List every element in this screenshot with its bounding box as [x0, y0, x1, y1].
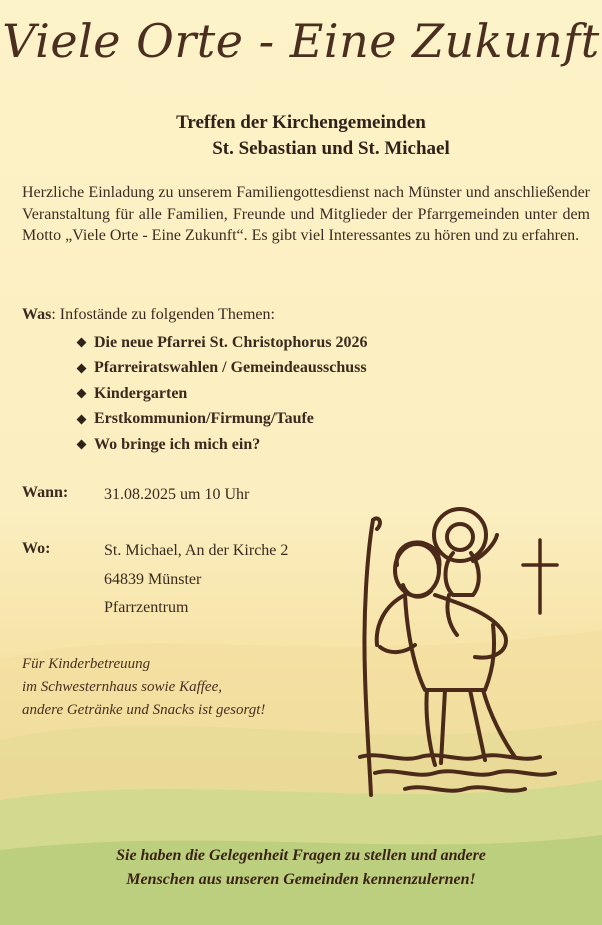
wo-line-2: 64839 Münster	[104, 570, 202, 588]
list-item: Wo bringe ich mich ein?	[78, 432, 367, 458]
subtitle-line-1: Treffen der Kirchengemeinden	[176, 112, 426, 133]
intro-paragraph: Herzliche Einladung zu unserem Familiengottesdienst nach Münster und anschließender Veranstaltung für alle Familien, Freunde und Mitglieder der Pfarrgemeinden unter dem Motto „Viele Orte - Eine Zukunft“. Es gibt viel Interessantes zu hören und zu erfahren.	[22, 184, 590, 244]
was-text: : Infostände zu folgenden Themen:	[51, 306, 275, 323]
care-note: Für Kinderbetreuung im Schwesternhaus sowie Kaffee, andere Getränke und Snacks ist gesorgt!	[22, 656, 266, 718]
bullet-diamond-icon	[77, 389, 87, 399]
wo-line-3: Pfarrzentrum	[104, 599, 189, 616]
bullet-diamond-icon	[77, 338, 87, 348]
cross-icon	[523, 540, 557, 613]
wo-address	[104, 537, 288, 623]
list-item: Kindergarten	[78, 381, 367, 407]
bullet-diamond-icon	[77, 440, 87, 450]
list-item: Die neue Pfarrei St. Christophorus 2026	[78, 330, 367, 356]
was-section	[22, 306, 582, 324]
saint-christopher-illustration	[345, 495, 595, 805]
subtitle-line-2: St. Sebastian und St. Michael	[212, 138, 450, 159]
list-item: Pfarreiratswahlen / Gemeindeausschuss	[78, 356, 367, 382]
wo-label: Wo:	[22, 540, 51, 557]
wo-line-1: St. Michael, An der Kirche 2	[104, 542, 289, 559]
topic-list	[78, 330, 367, 458]
bullet-diamond-icon	[77, 414, 87, 424]
page-title: Viele Orte - Eine Zukunft	[2, 14, 600, 68]
wann-value: 31.08.2025 um 10 Uhr	[104, 486, 250, 503]
bullet-diamond-icon	[77, 363, 87, 373]
wann-label: Wann:	[22, 484, 69, 501]
was-label: Was	[22, 306, 52, 323]
subtitle	[0, 110, 602, 162]
list-item: Erstkommunion/Firmung/Taufe	[78, 407, 367, 433]
closing-text: Sie haben die Gelegenheit Fragen zu stellen und andere Menschen aus unseren Gemeinden kennenzulernen!	[116, 847, 486, 888]
